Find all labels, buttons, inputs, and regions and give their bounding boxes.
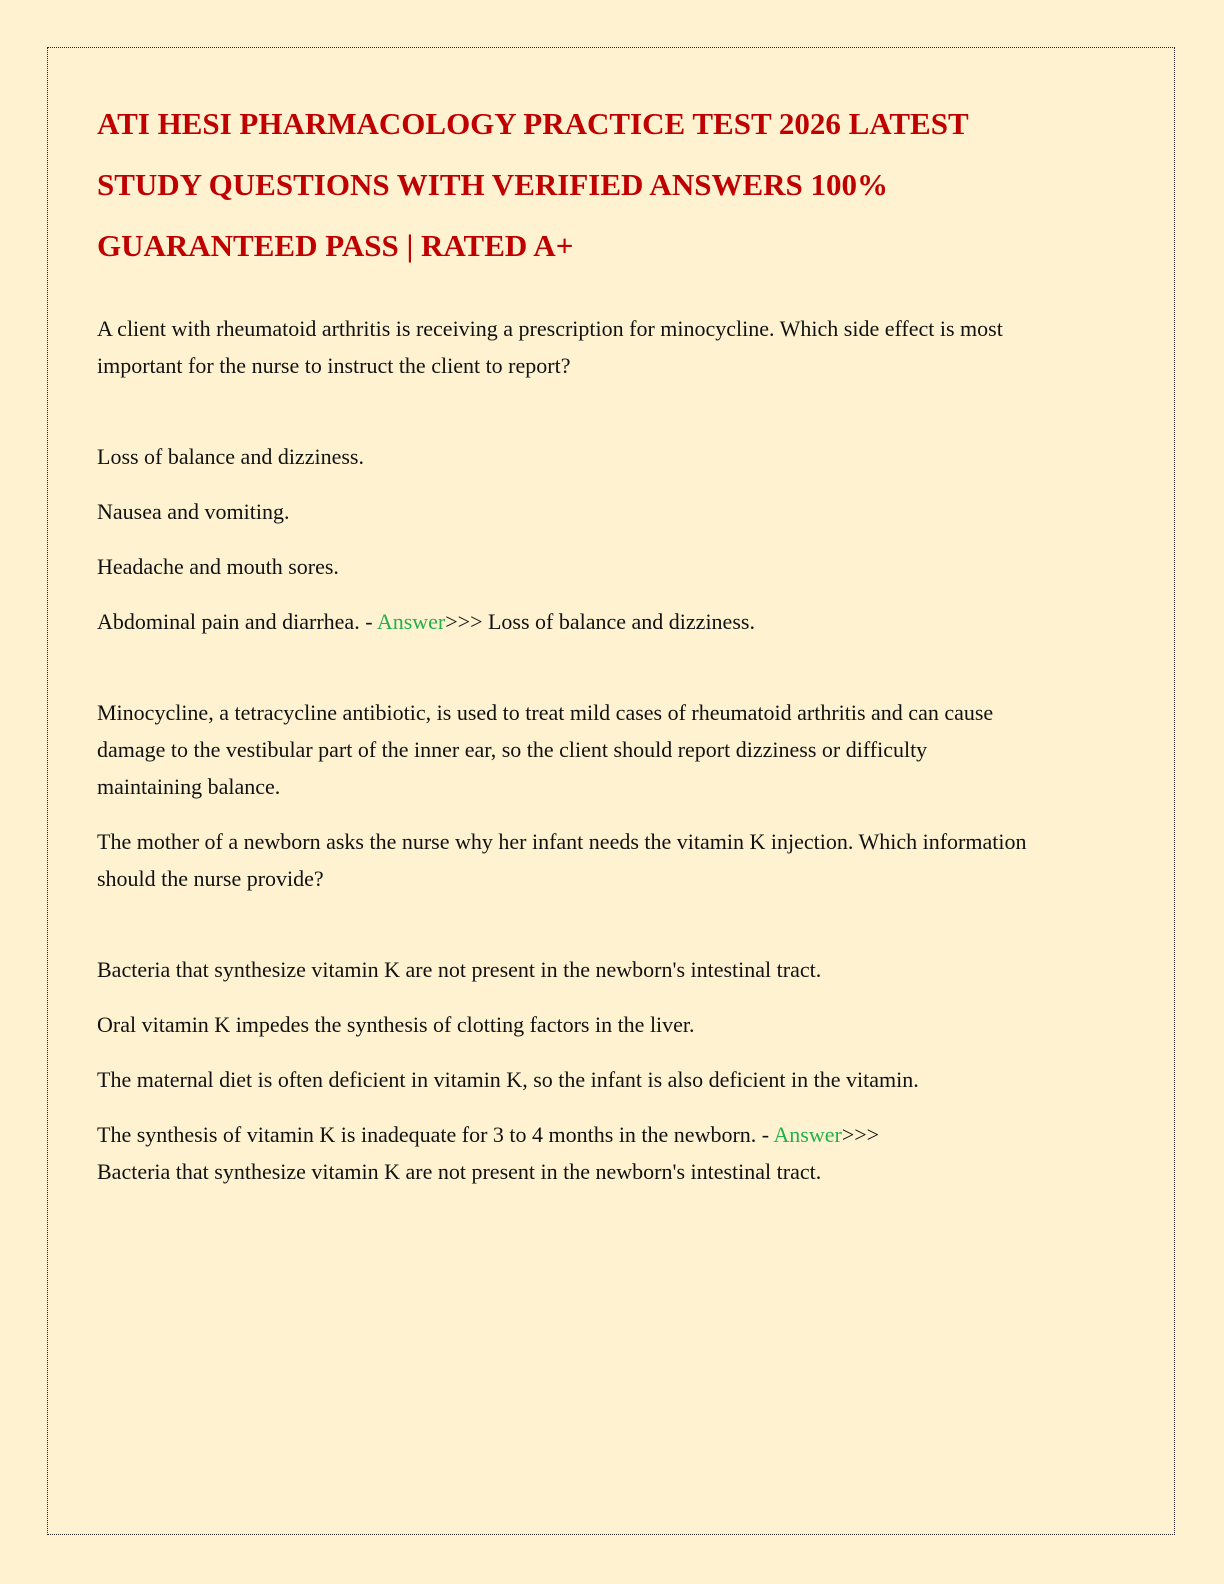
answer-option: Loss of balance and dizziness. xyxy=(97,444,364,469)
answer-option-text: Abdominal pain and diarrhea. - xyxy=(97,609,377,634)
question-text: A client with rheumatoid arthritis is receiving a prescription for minocycline. Which side effect is most important for the nurse to instruct the client to report? xyxy=(97,316,1003,378)
answer-option: Oral vitamin K impedes the synthesis of clotting factors in the liver. xyxy=(97,1012,695,1037)
answer-label: Answer xyxy=(773,1122,842,1147)
document-title: ATI HESI PHARMACOLOGY PRACTICE TEST 2026 LATEST STUDY QUESTIONS WITH VERIFIED ANSWERS 100% GUARANTEED PASS | RATED A+ xyxy=(97,106,969,263)
answer-option: Headache and mouth sores. xyxy=(97,554,339,579)
correct-answer: Bacteria that synthesize vitamin K are not present in the newborn's intestinal tract. xyxy=(97,1159,822,1184)
answer-option: Nausea and vomiting. xyxy=(97,499,290,524)
answer-arrows: >>> xyxy=(841,1122,880,1147)
answer-arrows: >>> xyxy=(445,609,483,634)
answer-option: The maternal diet is often deficient in vitamin K, so the infant is also deficient in the vitamin. xyxy=(97,1067,919,1092)
correct-answer: Loss of balance and dizziness. xyxy=(482,609,755,634)
answer-label: Answer xyxy=(376,609,446,634)
answer-option: Bacteria that synthesize vitamin K are not present in the newborn's intestinal tract. xyxy=(97,957,822,982)
rationale-text: Minocycline, a tetracycline antibiotic, is used to treat mild cases of rheumatoid arthritis and can cause damage to the vestibular part of the inner ear, so the client should report dizziness or difficulty maintaining balance. xyxy=(97,700,994,799)
answer-option-text: The synthesis of vitamin K is inadequate for 3 to 4 months in the newborn. - xyxy=(97,1122,774,1147)
document-body xyxy=(97,93,1027,1190)
answer-option-with-answer xyxy=(97,1116,1027,1190)
question-text: The mother of a newborn asks the nurse why her infant needs the vitamin K injection. Which information should the nurse provide? xyxy=(97,829,1027,891)
answer-option-with-answer xyxy=(97,603,1027,640)
